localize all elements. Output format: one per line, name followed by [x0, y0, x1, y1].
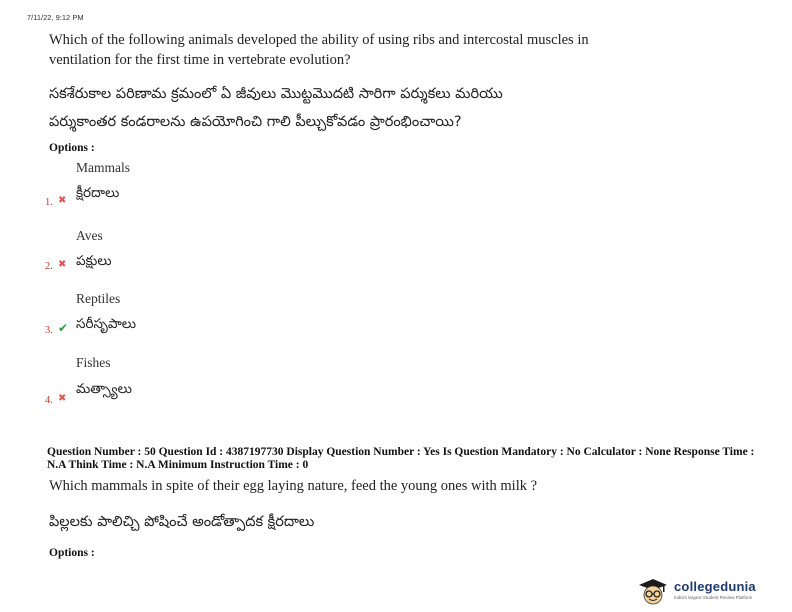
cross-icon: ✖ — [58, 195, 67, 206]
option-3-en: Reptiles — [76, 291, 121, 306]
option-4-en: Fishes — [76, 355, 111, 370]
timestamp: 7/11/22, 9:12 PM — [27, 13, 84, 22]
next-question-text-te: పిల్లలకు పాలిచ్చి పోషించే అండోత్పాదక క్షీరదాలు — [49, 514, 315, 530]
options-label: Options : — [49, 142, 95, 154]
option-2-te: పక్షులు — [76, 253, 112, 269]
option-1-number: 1. — [45, 197, 53, 208]
option-3-te: సరీసృపాలు — [76, 316, 136, 332]
option-4-number: 4. — [45, 395, 53, 406]
mascot-icon — [636, 576, 670, 606]
next-options-label: Options : — [49, 547, 95, 559]
option-3-number: 3. — [45, 325, 53, 336]
option-2-en: Aves — [76, 228, 103, 243]
collegedunia-logo — [636, 576, 786, 606]
option-1-en: Mammals — [76, 160, 130, 175]
option-1-te: క్షీరదాలు — [76, 185, 120, 201]
question-text-te-line1: సకశేరుకాల పరిణామ క్రమంలో ఏ జీవులు మొట్టమొదటి సారిగా పర్శుకలు మరియు — [49, 86, 503, 102]
cross-icon: ✖ — [58, 259, 67, 270]
option-2-number: 2. — [45, 261, 53, 272]
logo-wordmark: collegedunia — [674, 579, 756, 594]
option-4-te: మత్స్యాలు — [76, 381, 132, 397]
cross-icon: ✖ — [58, 393, 67, 404]
question-meta: Question Number : 50 Question Id : 4387197730 Display Question Number : Yes Is Question Mandatory : No Calculator : None Response Time : N.A Think Time : N.A Minimum Instruction Time : 0 — [47, 446, 755, 471]
next-question-text-en: Which mammals in spite of their egg laying nature, feed the young ones with milk ? — [49, 478, 538, 494]
checkmark-icon: ✔ — [58, 321, 69, 335]
question-text-en: Which of the following animals developed the ability of using ribs and intercostal muscles in ventilation for the first time in vertebrate evolution? — [49, 32, 589, 68]
logo-tagline: India's largest Student Review Platform — [674, 595, 753, 600]
question-text-te-line2: పర్శుకాంతర కండరాలను ఉపయోగించి గాలి పీల్చుకోవడం ప్రారంభించాయి? — [49, 114, 462, 130]
